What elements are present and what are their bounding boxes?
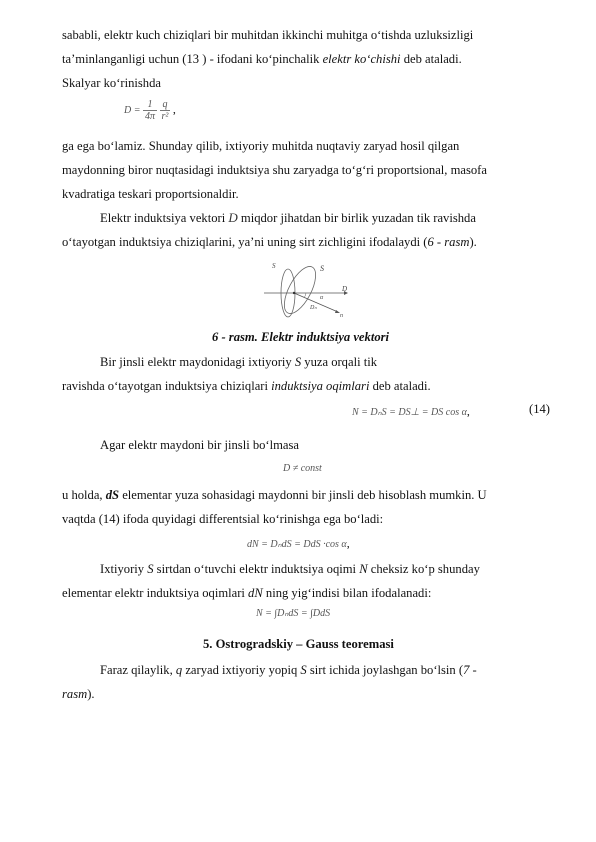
figure-reference: 7 -: [463, 663, 477, 677]
formula-dn-differential: [247, 536, 350, 551]
figure-label-dn: Dₙ: [310, 305, 317, 311]
symbol-dn: dN: [248, 586, 263, 600]
text-run: sirtdan o‘tuvchi elektr induktsiya oqimi: [153, 562, 360, 576]
formula-body: N = DₙS = DS⊥ = DS cos α: [352, 407, 467, 418]
text-line: maydonning biror nuqtasidagi induktsiya shu zaryadga to‘g‘ri proportsional, masofa: [62, 163, 487, 177]
text-run: ning yig‘indisi bilan ifodalanadi:: [262, 586, 432, 600]
text-run: sirt ichida joylashgan bo‘lsin (: [306, 663, 464, 677]
figure-label-s-perp: S: [272, 262, 276, 270]
fraction-1-over-4pi: [143, 99, 157, 122]
text-run: Bir jinsli elektr maydonidagi ixtiyoriy: [100, 355, 295, 369]
term-elektr-kochishi: elektr ko‘chishi: [322, 52, 401, 66]
figure-reference: rasm: [62, 687, 88, 701]
text-run: ).: [469, 235, 477, 249]
symbol-s: S: [147, 562, 154, 576]
fraction-denominator: r²: [161, 111, 169, 122]
symbol-s: S: [294, 355, 302, 369]
text-run: deb ataladi.: [400, 52, 462, 66]
symbol-n: N: [359, 562, 368, 576]
text-run: deb ataladi.: [369, 379, 431, 393]
formula-lhs: D =: [124, 104, 141, 116]
angle-arc: [304, 293, 306, 298]
text-line: [62, 585, 431, 601]
formula-comma: ,: [466, 404, 470, 418]
text-run: u holda,: [62, 488, 106, 502]
fraction-q-over-r2: [160, 99, 171, 122]
text-line: [62, 686, 95, 702]
text-line: [62, 51, 462, 67]
figure-label-alpha: α: [320, 295, 324, 301]
text-run: ).: [87, 687, 95, 701]
text-run: Elektr induktsiya vektori: [100, 211, 229, 225]
formula-comma: ,: [346, 536, 350, 550]
text-line: [100, 561, 480, 577]
formula-comma: ,: [172, 101, 176, 116]
text-line: Agar elektr maydoni bir jinsli bo‘lmasa: [100, 438, 300, 452]
text-run: ravishda o‘tayotgan induktsiya chiziqlari: [62, 379, 272, 393]
equation-number: (14): [529, 402, 550, 416]
symbol-q: q: [175, 663, 183, 677]
fraction-numerator: 1: [143, 99, 157, 111]
formula-flux-14: [352, 404, 470, 419]
text-run: miqdor jihatdan bir birlik yuzadan tik ravishda: [237, 211, 476, 225]
text-run: Ixtiyoriy: [100, 562, 148, 576]
text-run: Faraz qilaylik,: [100, 663, 176, 677]
text-run: o‘tayotgan induktsiya chiziqlarini, ya’ni uning sirt zichligini ifodalaydi (: [62, 235, 428, 249]
vector-d-symbol: D: [228, 210, 238, 225]
text-line: vaqtda (14) ifoda quyidagi differentsial ko‘rinishga ega bo‘ladi:: [62, 512, 384, 526]
fraction-numerator: q: [160, 99, 171, 111]
formula-d-not-const: D ≠ const: [283, 463, 322, 474]
figure-electric-induction-vector: [258, 260, 352, 320]
figure-label-n: n: [340, 313, 343, 319]
text-run: cheksiz ko‘p shunday: [367, 562, 480, 576]
symbol-ds: dS: [105, 488, 120, 502]
figure-reference: 6 - rasm: [427, 235, 470, 249]
text-run: yuza orqali tik: [301, 355, 378, 369]
text-line: kvadratiga teskari proportsionaldir.: [62, 187, 239, 201]
text-line: ga ega bo‘lamiz. Shunday qilib, ixtiyoriy muhitda nuqtaviy zaryad hosil qilgan: [62, 139, 460, 153]
formula-body: dN = DₙdS = DdS ·cos α: [247, 539, 347, 550]
text-run: elementar yuza sohasidagi maydonni bir jinsli deb hisoblash mumkin. U: [119, 488, 487, 502]
fraction-denominator: 4π: [144, 111, 155, 122]
origin-point: [293, 292, 295, 294]
text-run: ta’minlanganligi uchun (13 ) - ifodani ko‘pinchalik: [62, 52, 323, 66]
text-line: [62, 234, 477, 250]
text-line: [100, 210, 476, 226]
figure-caption: 6 - rasm. Elektr induktsiya vektori: [212, 330, 390, 344]
symbol-s: S: [300, 663, 307, 677]
section-heading: 5. Ostrogradskiy – Gauss teoremasi: [203, 637, 394, 651]
figure-label-s: S: [320, 264, 324, 273]
text-line: sababli, elektr kuch chiziqlari bir muhitdan ikkinchi muhitga o‘tishda uzluksizligi: [62, 28, 474, 42]
text-run: elementar elektr induktsiya oqimlari: [62, 586, 249, 600]
text-line: [62, 378, 431, 394]
text-line: Skalyar ko‘rinishda: [62, 76, 161, 90]
text-line: [100, 354, 377, 370]
text-line: [100, 662, 477, 678]
text-run: zaryad ixtiyoriy yopiq: [182, 663, 301, 677]
formula-n-integral: N = ∫DₙdS = ∫DdS: [256, 608, 331, 619]
term-induktsiya-oqimlari: induktsiya oqimlari: [271, 379, 370, 393]
figure-label-d: D: [342, 285, 348, 293]
formula-d-point-charge: [124, 99, 176, 122]
text-line: [62, 487, 487, 503]
